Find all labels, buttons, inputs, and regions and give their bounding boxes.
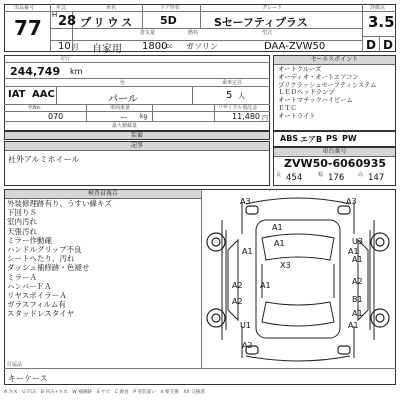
usage: 自家用	[92, 44, 122, 55]
fuel-label: 燃料	[188, 30, 199, 36]
length: 454	[286, 173, 303, 183]
note-line: 下回りＳ	[7, 208, 37, 218]
recycle-unit: 円	[262, 115, 269, 122]
damage-code: U1	[240, 321, 251, 330]
damage-code: A1	[242, 247, 253, 256]
damage-code: A3	[346, 197, 357, 206]
color-no-label: 色No.	[28, 105, 42, 111]
weight-label: 車両重量	[110, 105, 131, 111]
remarks-title: 記事	[5, 142, 269, 151]
load-label: 最大積載量	[112, 123, 138, 129]
accessories: キーケース	[8, 374, 48, 383]
equipment-title: 装備	[4, 131, 270, 140]
chassis-title: 車台番号	[274, 148, 395, 157]
note-line: 天張汚れ	[7, 226, 37, 236]
damage-code: A2	[232, 281, 243, 290]
sales-point-item: オートクルーズ	[278, 66, 322, 73]
recycle-fee: 11,480	[232, 112, 260, 121]
inspection-month: 10	[58, 41, 71, 52]
sales-point-item: プリクラッシュセーフティシステム	[278, 81, 377, 89]
equipment-airbag: エアB	[300, 135, 323, 144]
note-line: 外装修理跡有り、うすい線キズ	[7, 199, 112, 208]
col-label-grade: グレード	[262, 5, 283, 11]
sales-point-item: ＬＥＤヘッドランプ	[278, 89, 335, 97]
model-code: DAA-ZVW50	[264, 41, 326, 52]
col-label-car: 車名	[106, 5, 117, 11]
capacity-unit: 人	[238, 92, 245, 100]
damage-legend: A キズ U 凹み B 凹み+キズ W 補修跡 S サビ C 腐食 P 塗装違い X 要交換 XX 交換済	[4, 390, 205, 395]
mileage: 244,749	[10, 65, 61, 78]
accessories-label: 付属品	[7, 362, 23, 368]
color-no: 070	[48, 112, 64, 121]
sales-points-title: セールスポイント	[274, 56, 395, 65]
note-line: ハンドルグリップ不良	[7, 245, 82, 255]
score: 3.5	[368, 13, 395, 31]
model-year: 28	[58, 14, 77, 29]
length-label: 長	[276, 172, 282, 178]
vehicle-weight: ー	[120, 113, 128, 122]
note-line: ミラー作動確	[7, 235, 52, 245]
exterior-grade: D	[383, 38, 393, 52]
height-label: 高	[358, 172, 364, 178]
model-label: 型式	[262, 30, 273, 36]
lot-number: 77	[14, 16, 42, 40]
damage-code: A1	[348, 321, 359, 330]
inspector-notes-title: 検査員報告	[5, 190, 201, 199]
damage-code: A3	[240, 197, 251, 206]
damage-code: B1	[352, 295, 363, 304]
displacement-label: 排気量	[140, 30, 156, 36]
transmission: IAT	[8, 89, 26, 100]
note-line: シートへたり、汚れ	[7, 254, 75, 264]
damage-code: A2	[232, 297, 243, 306]
col-label-year: 年式	[56, 5, 67, 11]
displacement: 1800	[142, 41, 168, 52]
damage-code: A2	[352, 277, 363, 286]
col-label-doors: ドア形状	[160, 5, 180, 11]
seats-label: 乗車定員	[222, 80, 243, 86]
damage-code: A1	[352, 309, 363, 318]
damage-code: A1	[352, 255, 363, 264]
sales-point-item: オートライト	[278, 112, 316, 120]
remarks-text: 社外アルミホイール	[8, 155, 80, 164]
note-line: ダッシュ補修跡・色褪せ	[7, 263, 90, 273]
note-line: ハンバーＦＡ	[7, 281, 52, 291]
width-label: 幅	[318, 172, 324, 178]
col-label-lot: 出品番号	[14, 5, 35, 11]
damage-code: A1	[272, 223, 283, 232]
mileage-label: 走行	[60, 56, 71, 62]
body-color: パール	[108, 94, 138, 105]
damage-code: A1	[274, 239, 285, 248]
note-line: スタッドレスタイヤ	[7, 309, 75, 319]
damage-map	[202, 190, 395, 368]
equipment-ps: PS	[326, 134, 338, 143]
door-type: 5D	[160, 14, 177, 27]
damage-code: A1	[260, 281, 271, 290]
damage-code: X3	[280, 261, 291, 270]
damage-code: A2	[242, 341, 253, 350]
aircon: AAC	[32, 89, 55, 100]
sales-points-list	[278, 66, 394, 121]
sales-point-item: オートマチックハイビーム	[278, 97, 353, 105]
sales-point-item: ＥＴＣ	[278, 104, 297, 112]
equipment-pw: PW	[342, 134, 357, 143]
chassis-number: ZVW50-6060935	[284, 157, 387, 170]
recycle-label: リサイクル預託金	[218, 105, 258, 111]
note-line: 室内汚れ	[7, 217, 37, 227]
note-line: ミラーＡ	[7, 272, 37, 282]
interior-grade: D	[366, 38, 376, 52]
color-label: 色	[120, 80, 126, 86]
fuel: ガソリン	[186, 42, 218, 51]
equipment-abs: ABS	[280, 134, 299, 143]
sales-point-item: オーディオ・オートエアコン	[278, 73, 359, 81]
inspector-notes-list	[7, 199, 199, 319]
width: 176	[328, 173, 345, 183]
height: 147	[368, 173, 385, 183]
col-label-score: 評価点	[370, 5, 386, 11]
inspection-month-unit: 月	[72, 43, 79, 51]
car-name: プリウス	[80, 16, 136, 29]
capacity: 5	[226, 90, 233, 101]
note-line: リヤスポイラーＡ	[7, 291, 67, 301]
mileage-unit: km	[70, 67, 83, 76]
era-mark: H	[52, 11, 58, 19]
note-line: ガラスフィルム有	[7, 300, 66, 310]
weight-unit: kg	[140, 113, 148, 120]
damage-code: U3	[352, 237, 363, 246]
grade: Sセーフティプラス	[214, 16, 308, 29]
displacement-unit: cc	[166, 43, 173, 50]
damage-code: A1	[348, 247, 359, 256]
